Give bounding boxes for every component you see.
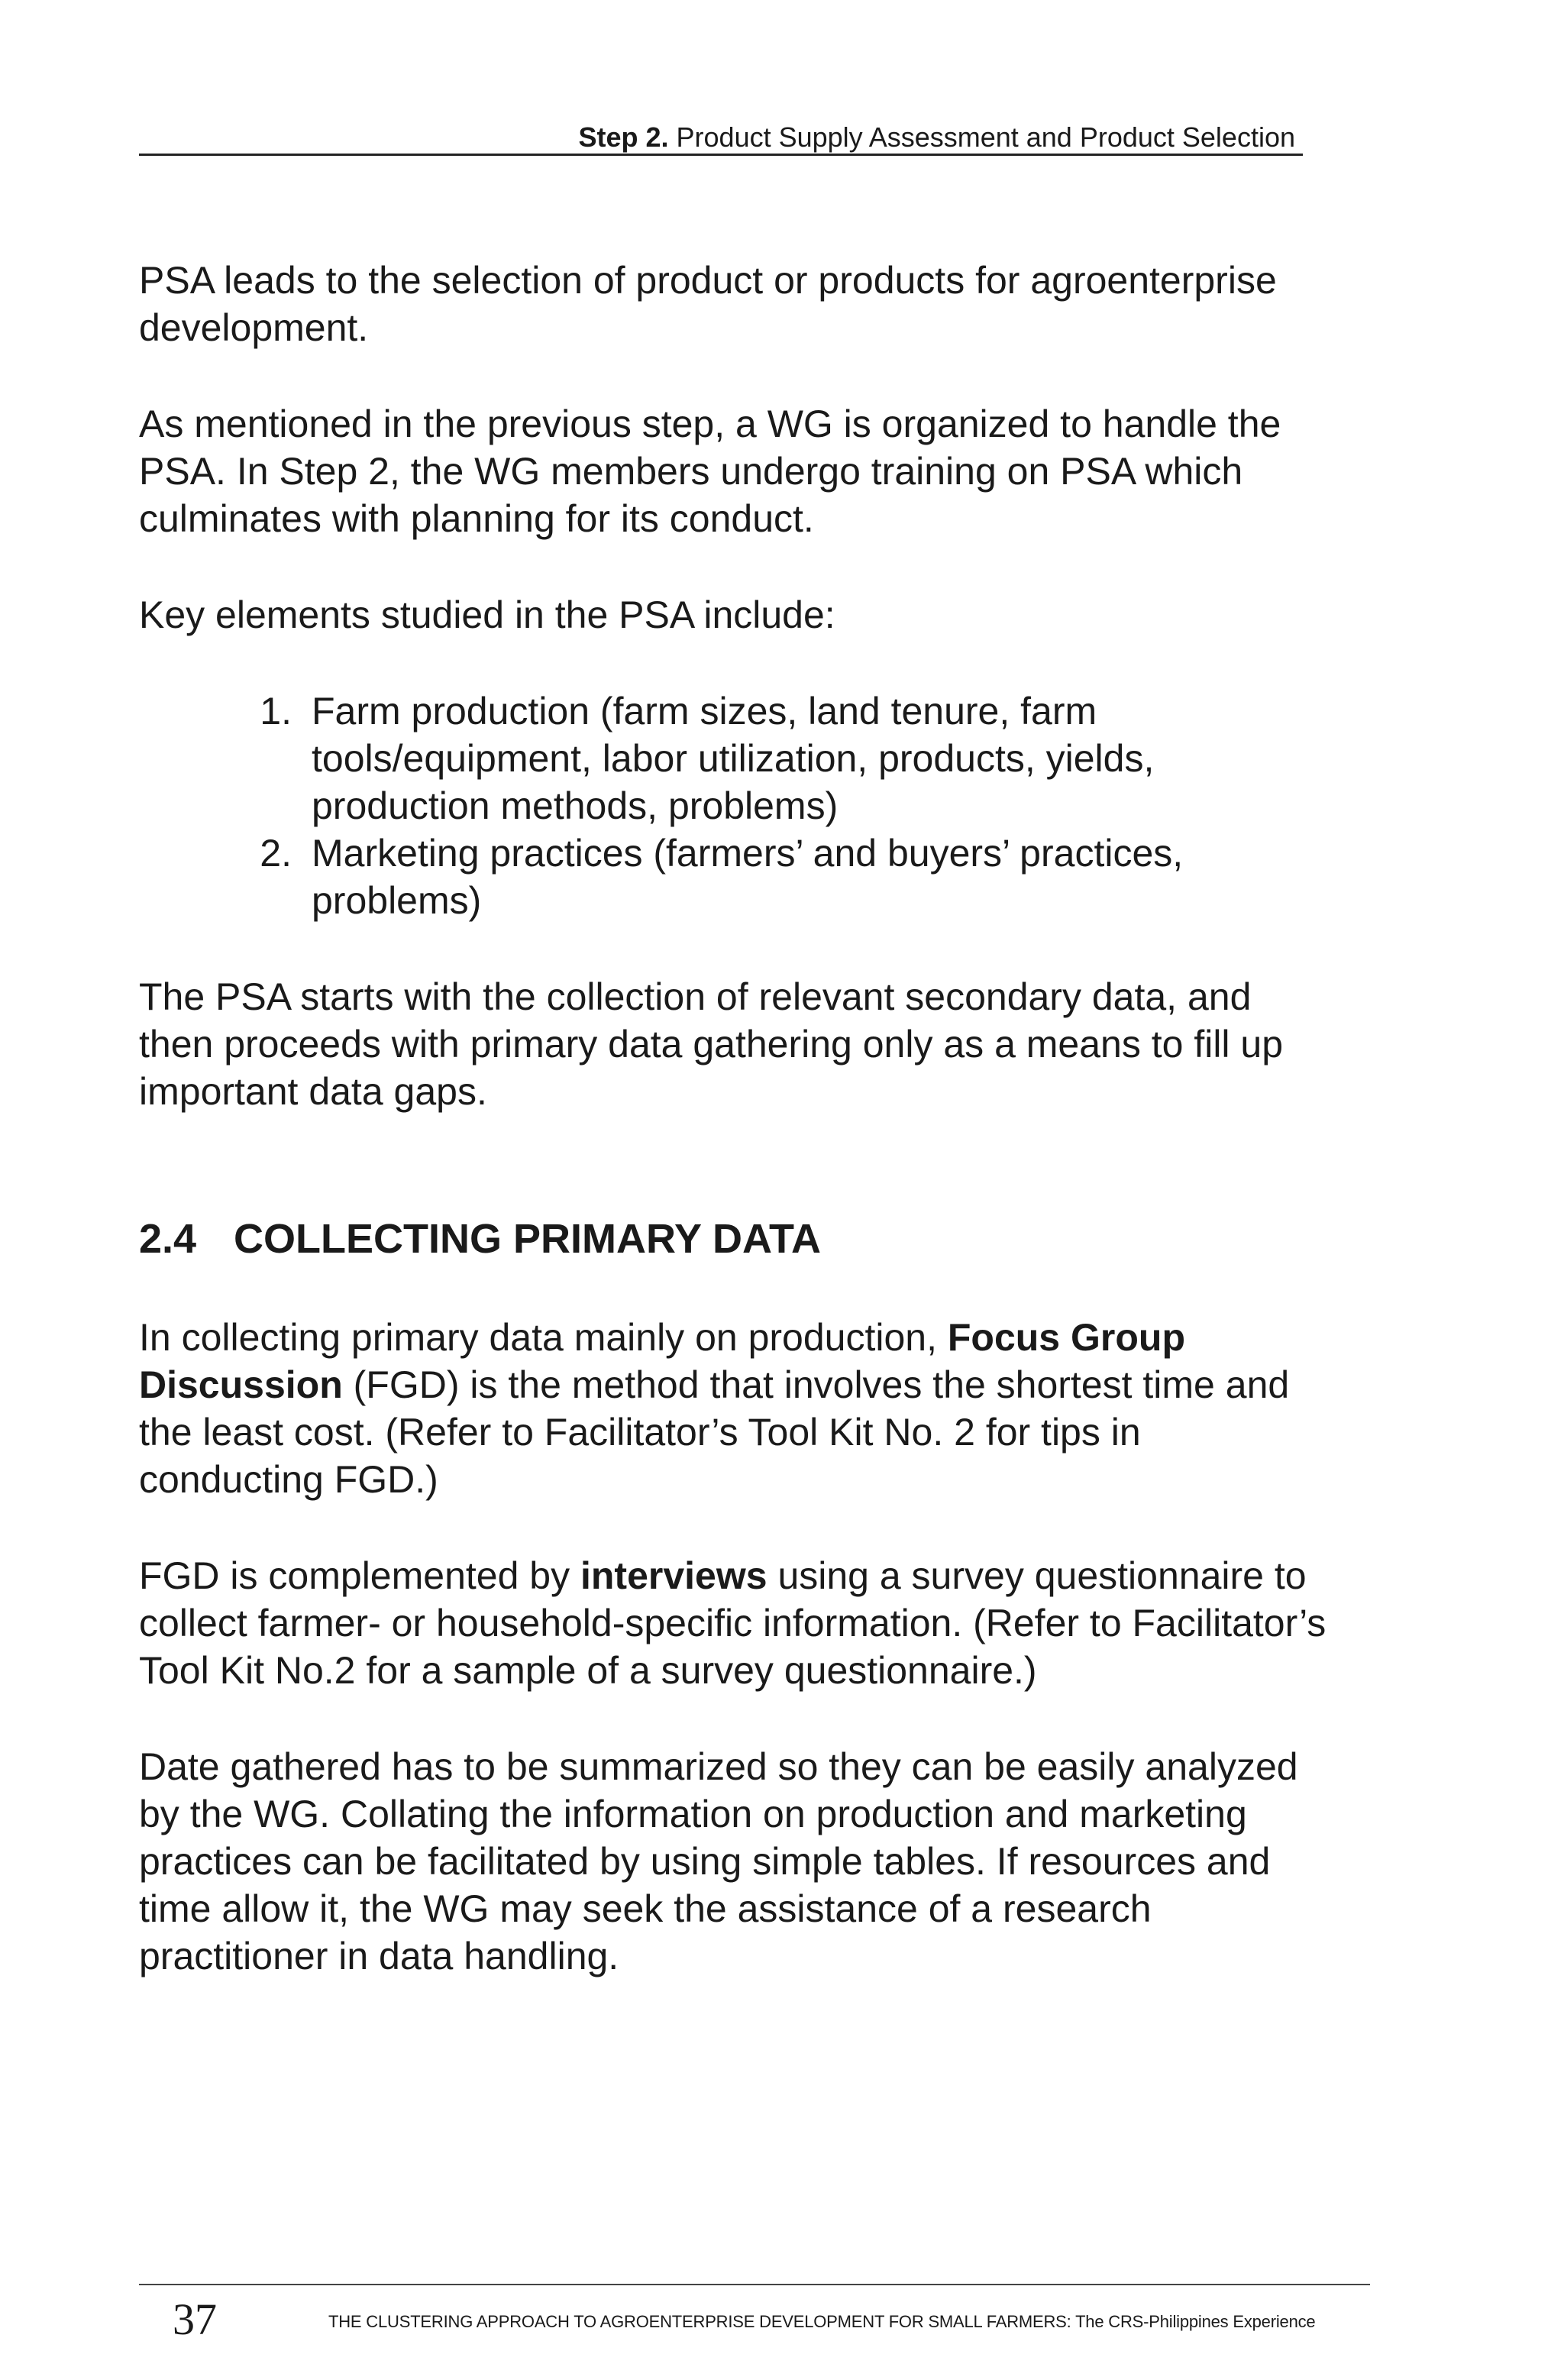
- footer-divider: [139, 2284, 1370, 2285]
- paragraph-fgd: [139, 1314, 1330, 1503]
- interviews-text-before: FGD is complemented by: [139, 1554, 580, 1597]
- paragraph-data-summarized: Date gathered has to be summarized so they can be easily analyzed by the WG. Collating the information on production and marketing practices can be facilitated by using simple tables. If resources and time allow it, the WG may seek the assistance of a research practitioner in data handling.: [139, 1745, 1298, 1977]
- section-title: COLLECTING PRIMARY DATA: [234, 1216, 821, 1262]
- paragraph-psa-selection: PSA leads to the selection of product or products for agroenterprise development.: [139, 259, 1277, 349]
- fgd-text-before: In collecting primary data mainly on production,: [139, 1316, 948, 1359]
- fgd-bold-term: Focus Group Discussion: [139, 1316, 1185, 1406]
- list-item-number: 1.: [260, 690, 292, 732]
- list-item: [139, 829, 1330, 924]
- page-body: [139, 257, 1330, 2029]
- list-item-text: Marketing practices (farmers’ and buyers’ practices, problems): [312, 832, 1184, 922]
- paragraph-wg-training: As mentioned in the previous step, a WG is organized to handle the PSA. In Step 2, the WG members undergo training on PSA which culminates with planning for its conduct.: [139, 403, 1281, 540]
- section-number: 2.4: [139, 1216, 197, 1262]
- list-item-number: 2.: [260, 832, 292, 875]
- interviews-bold-term: interviews: [580, 1554, 767, 1597]
- header-step-label: Step 2.: [578, 121, 669, 153]
- paragraph-interviews: [139, 1552, 1330, 1694]
- section-heading: [139, 1214, 1330, 1263]
- key-elements-list: [139, 687, 1330, 924]
- footer-book-title: THE CLUSTERING APPROACH TO AGROENTERPRISE DEVELOPMENT FOR SMALL FARMERS: The CRS-Philippines Experience: [328, 2312, 1316, 2331]
- list-item: [139, 687, 1330, 829]
- header-step-title: Product Supply Assessment and Product Selection: [676, 121, 1295, 153]
- fgd-text-after: (FGD) is the method that involves the shortest time and the least cost. (Refer to Facilitator’s Tool Kit No. 2 for tips in conducting FGD.): [139, 1363, 1290, 1501]
- paragraph-key-elements-intro: Key elements studied in the PSA include:: [139, 593, 835, 636]
- list-item-text: Farm production (farm sizes, land tenure, farm tools/equipment, labor utilization, products, yields, production methods, problems): [312, 690, 1155, 827]
- paragraph-secondary-data: The PSA starts with the collection of relevant secondary data, and then proceeds with primary data gathering only as a means to fill up important data gaps.: [139, 975, 1284, 1113]
- page-number: 37: [173, 2294, 217, 2344]
- interviews-text-after: using a survey questionnaire to collect farmer- or household-specific information. (Refer to Facilitator’s Tool Kit No.2 for a sample of a survey questionnaire.): [139, 1554, 1326, 1692]
- running-header: [139, 119, 1303, 156]
